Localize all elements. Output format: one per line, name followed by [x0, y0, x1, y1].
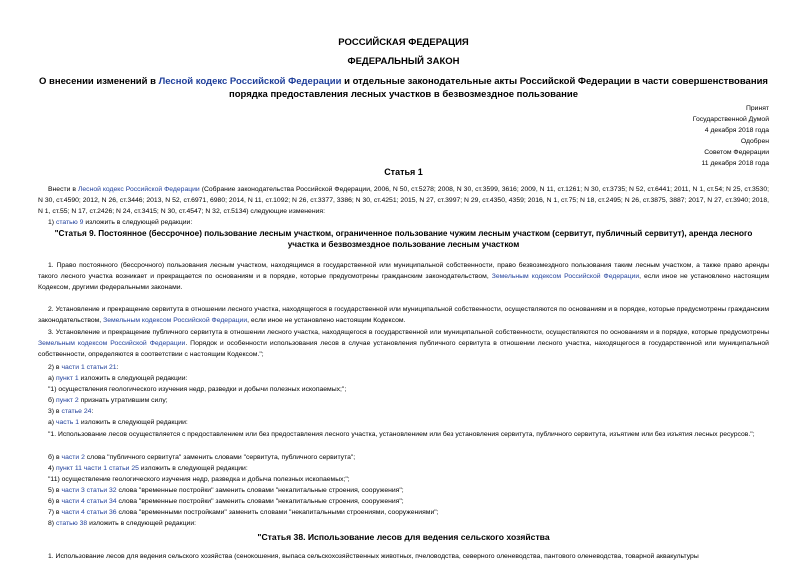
list-item: 3) в статье 24: [48, 408, 94, 415]
article-9-paragraph-2: 2. Установление и прекращение сервитута в отношении лесного участка, находящегося в государственной или муниципальной собственности, осуществляются по основаниям и в порядке, которые предусмотрены гражданским законодательством, Земельным кодексом Российской Федерации, если иное не установлено настоящим Кодексом. [38, 306, 769, 324]
list-item-text: "11) осуществление геологического изучения недр, разведка и добыча полезных ископаемых;"; [48, 476, 350, 483]
article-21-link[interactable]: части 1 статьи 21 [61, 364, 117, 371]
land-code-link[interactable]: Земельным кодексом Российской Федерации [38, 340, 186, 347]
forest-code-link[interactable]: Лесной кодекс Российской Федерации [77, 186, 200, 193]
list-item: 5) в части 3 статьи 32 слова "временные постройки" заменить словами "некапитальные строения, сооружения"; [48, 487, 404, 494]
list-item: 2) в части 1 статьи 21: [48, 364, 119, 371]
law-type-heading: ФЕДЕРАЛЬНЫЙ ЗАКОН [347, 56, 460, 67]
article-24-link[interactable]: статье 24 [61, 408, 92, 415]
article-34-link[interactable]: части 4 статьи 34 [61, 498, 117, 505]
article-38-link[interactable]: статью 38 [55, 520, 88, 527]
point-1-link[interactable]: пункт 1 [55, 375, 79, 382]
forest-code-link[interactable]: Лесной кодекс Российской Федерации [158, 76, 342, 87]
list-item-text: "1. Использование лесов осуществляется с предоставлением или без предоставления лесного участка, установлением или без установления сервитута, публичного сервитута, изъятием или без изъятия лесных ресурсов."; [48, 431, 755, 438]
adoption-block: Принят Государственной Думой 4 декабря 2018 года Одобрен Советом Федерации 11 декабря 2018 года [692, 105, 769, 167]
part-2-link[interactable]: части 2 [61, 454, 85, 461]
land-code-link[interactable]: Земельным кодексом Российской Федерации [491, 273, 640, 280]
article-38-heading: "Статья 38. Использование лесов для ведения сельского хозяйства [257, 532, 550, 542]
list-item: а) часть 1 изложить в следующей редакции: [48, 419, 188, 426]
article-9-paragraph-3: 3. Установление и прекращение публичного сервитута в отношении лесного участка, находящегося в государственной или муниципальной собственности, осуществляются по основаниям и в порядке, которые предусмотрены Земельным кодексом Российской Федерации. Порядок и особенности использования лесов в случае установления публичного сервитута в отношении лесного участка, находящегося в государственной или муниципальной собственности, определяются в соответствии с настоящим Кодексом."; [38, 329, 769, 358]
article-32-link[interactable]: части 3 статьи 32 [61, 487, 117, 494]
list-item: а) пункт 1 изложить в следующей редакции: [48, 375, 188, 382]
list-item: 6) в части 4 статьи 34 слова "временные постройки" заменить словами "некапитальные строения, сооружения"; [48, 498, 404, 505]
law-title: О внесении изменений в Лесной кодекс Российской Федерации и отдельные законодательные акты Российской Федерации в части совершенствования порядка предоставления лесных участков в безвозмездное пользование [39, 76, 768, 100]
article-9-paragraph-1: 1. Право постоянного (бессрочного) пользования лесным участком, находящимся в государственной или муниципальной собственности, право безвозмездного пользования таким лесным участком, а также право аренды такого лесного участка возникает и прекращается по основаниям и в порядке, которые предусмотрены гражданским законодательством, Земельным кодексом Российской Федерации, если иное не установлено настоящим Кодексом, другими федеральными законами. [38, 262, 769, 291]
article-9-link[interactable]: статью 9 [55, 219, 84, 226]
list-item-text: "1) осуществления геологического изучения недр, разведки и добычи полезных ископаемых;"; [48, 386, 347, 393]
list-item: б) пункт 2 признать утратившим силу; [48, 397, 168, 404]
article-36-link[interactable]: части 4 статьи 36 [61, 509, 117, 516]
intro-paragraph: Внести в Лесной кодекс Российской Федерации (Собрание законодательства Российской Федерации, 2006, N 50, ст.5278; 2008, N 30, ст.3599, 3616; 2009, N 11, ст.1261; N 30, ст.3735; N 52, ст.6441; 2011, N 1, ст.54; N 25, ст.3530; N 30, ст.4590; 2012, N 26, ст.3446; 2013, N 52, ст.6971, 6980; 2014, N 11, ст.1092; N 26, ст.3377, 3386; N 30, ст.4251; 2015, N 27, ст.3997; N 29, ст.4350, 4359; 2016, N 1, ст.75; N 18, ст.2495; N 26, ст.3875, 3887; 2017, N 27, ст.3940; 2018, N 1, ст.55; N 17, ст.2426; N 24, ст.3415; N 30, ст.4547; N 32, ст.5134) следующие изменения: [38, 186, 769, 215]
list-item: 7) в части 4 статьи 36 слова "временными постройками" заменить словами "некапитальными строениями, сооружениями"; [48, 509, 439, 516]
list-item: 4) пункт 11 части 1 статьи 25 изложить в следующей редакции: [48, 465, 248, 472]
article-1-heading: Статья 1 [384, 167, 423, 177]
federation-heading: РОССИЙСКАЯ ФЕДЕРАЦИЯ [338, 37, 469, 48]
article-25-link[interactable]: пункт 11 части 1 статьи 25 [55, 465, 139, 472]
list-item: б) в части 2 слова "публичного сервитута" заменить словами "сервитута, публичного сервитута"; [48, 454, 356, 461]
list-item: 8) статью 38 изложить в следующей редакции: [48, 520, 197, 527]
part-1-link[interactable]: часть 1 [55, 419, 79, 426]
list-item: 1) статью 9 изложить в следующей редакции: [48, 219, 193, 226]
article-9-heading: "Статья 9. Постоянное (бессрочное) пользование лесным участком, ограниченное пользование чужим лесным участком (сервитут, публичный сервитут), аренда лесного участка и безвозмездное пользование лесным участком [54, 229, 753, 249]
article-38-paragraph-1: 1. Использование лесов для ведения сельского хозяйства (сенокошения, выпаса сельскохозяйственных животных, пчеловодства, северного оленеводства, пантового оленеводства, товарной аквакультуры [48, 553, 699, 560]
land-code-link[interactable]: Земельным кодексом Российской Федерации [103, 317, 248, 324]
point-2-link[interactable]: пункт 2 [56, 397, 79, 404]
